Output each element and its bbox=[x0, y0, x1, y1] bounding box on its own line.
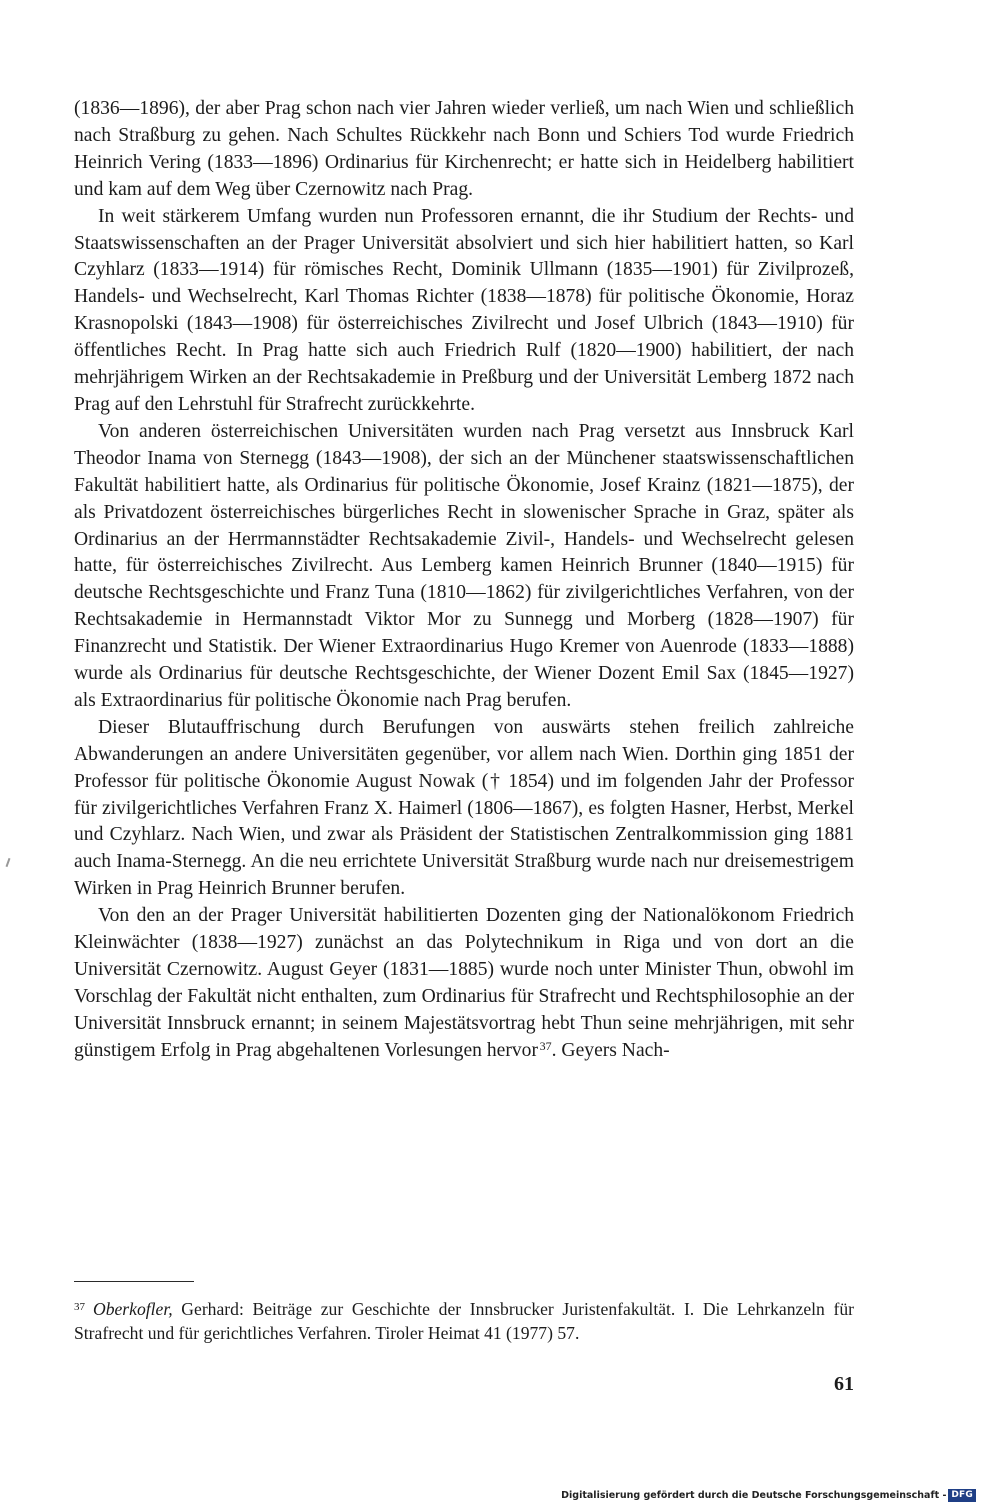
footnote-reference[interactable]: 37 bbox=[539, 1038, 552, 1053]
paragraph-departures: Dieser Blutauffrischung durch Berufungen von auswärts stehen freilich zahlreiche Abwanderungen an andere Universitäten gegenüber, vor allem nach Wien. Dorthin ging 1851 der Professor für politische Ökonomie August Nowak († 1854) und im folgenden Jahr der Professor für zivilgerichtliches Verfahren Franz X. Haimerl (1806—1867), es folgten Hasner, Herbst, Merkel und Czyhlarz. Nach Wien, und zwar als Präsident der Statistischen Zentralkommission ging 1881 auch Inama-Sternegg. An die neu errichtete Universität Straßburg wurde nach nur dreisemestrigem Wirken in Prag Heinrich Brunner berufen. bbox=[74, 716, 854, 900]
paragraph-transfers: Von anderen österreichischen Universitäten wurden nach Prag versetzt aus Innsbruck Karl Theodor Inama von Sternegg (1843—1908), der sich an der Münchener staatswissenschaftlichen Fakultät habilitiert hatte, als Ordinarius für politische Ökonomie, Josef Krainz (1821—1875), der als Privatdozent österreichisches bürgerliches Recht in slowenischer Sprache in Graz, später als Ordinarius an der Herrmannstädter Rechtsakademie Zivil-, Handels- und Wechselrecht gelesen hatte, für österreichisches Zivilrecht. Aus Lemberg kamen Heinrich Brunner (1840—1915) für deutsche Rechtsgeschichte und Franz Tuna (1810—1862) für zivilgerichtliches Verfahren, von der Rechtsakademie in Hermannstadt Viktor Mor zu Sunnegg und Morberg (1828—1907) für Finanzrecht und Statistik. Der Wiener Extraordinarius Hugo Kremer von Auenrode (1833—1888) wurde als Ordinarius für deutsche Rechtsgeschichte, der Wiener Dozent Emil Sax (1845—1927) als Extraordinarius für politische Ökonomie nach Prag berufen. bbox=[74, 420, 854, 711]
funding-note-text: Digitalisierung gefördert durch die Deutsche Forschungsgemeinschaft - bbox=[561, 1490, 947, 1501]
paragraph-docents-tail: . Geyers Nach- bbox=[551, 1039, 670, 1061]
funding-note bbox=[561, 1489, 976, 1502]
page-number: 61 bbox=[834, 1373, 854, 1395]
paragraph-docents bbox=[74, 903, 854, 1064]
footnote-text: Gerhard: Beiträge zur Geschichte der Innsbrucker Juristenfakultät. I. Die Lehrkanzeln für Strafrecht und für gerichtliches Verfahren. Tiroler Heimat 41 (1977) 57. bbox=[74, 1299, 854, 1343]
paragraph-docents-text: Von den an der Prager Universität habilitierten Dozenten ging der Nationalökonom Friedrich Kleinwächter (1838—1927) zunächst an das Polytechnikum in Riga und von dort an die Universität Czernowitz. August Geyer (1831—1885) wurde noch unter Minister Thun, obwohl im Vorschlag der Fakultät nicht enthalten, zum Ordinarius für Strafrecht und Rechtsphilosophie an der Universität Innsbruck ernannt; in seinem Majestätsvortrag hebt Thun seine mehrjährigen, mit sehr günstigem Erfolg in Prag abgehaltenen Vorlesungen hervor bbox=[74, 905, 854, 1061]
paragraph-continuation: (1836—1896), der aber Prag schon nach vier Jahren wieder verließ, um nach Wien und schließlich nach Straßburg zu gehen. Nach Schultes Rückkehr nach Bonn und Schiers Tod wurde Friedrich Heinrich Vering (1833—1896) Ordinarius für Kirchenrecht; er hatte sich in Heidelberg habilitiert und kam auf dem Weg über Czernowitz nach Prag. bbox=[74, 98, 854, 200]
footnote-number: 37 bbox=[74, 1301, 85, 1313]
paragraph-professors: In weit stärkerem Umfang wurden nun Professoren ernannt, die ihr Studium der Rechts- und Staatswissenschaften an der Prager Universität absolviert und sich hier habilitiert hatten, so Karl Czyhlarz (1833—1914) für römisches Recht, Dominik Ullmann (1835—1901) für Zivilprozeß, Handels- und Wechselrecht, Karl Thomas Richter (1838—1878) für politische Ökonomie, Horaz Krasnopolski (1843—1908) für österreichisches Zivilrecht und Josef Ulbrich (1843—1910) für öffentliches Recht. In Prag hatte sich auch Friedrich Rulf (1820—1900) habilitiert, der nach mehrjährigem Wirken an der Rechtsakademie in Preßburg und der Universität Lemberg 1872 nach Prag auf den Lehrstuhl für Strafrecht zurückkehrte. bbox=[74, 205, 854, 415]
footnote-divider bbox=[74, 1281, 194, 1282]
footnote-author: Oberkofler, bbox=[93, 1299, 173, 1319]
footnote bbox=[74, 1295, 854, 1345]
dfg-logo-icon: DFG bbox=[948, 1489, 976, 1502]
margin-mark bbox=[6, 858, 11, 867]
page-body bbox=[74, 96, 854, 1065]
